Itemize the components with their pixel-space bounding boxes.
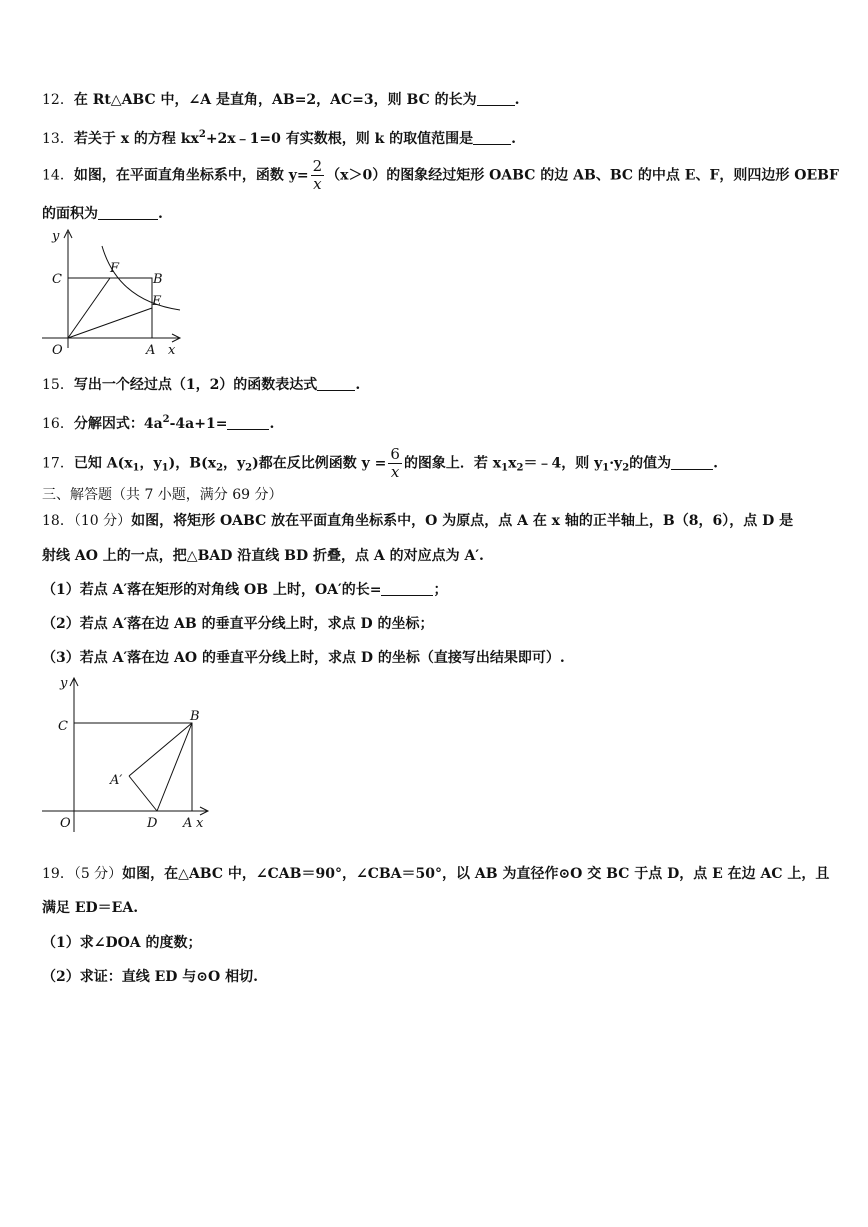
label-y: y (52, 229, 60, 244)
label-o: O (52, 343, 63, 358)
question-19-cont: 满足 ED＝EA. (42, 900, 139, 916)
question-14: 14．如图，在平面直角坐标系中，函数 y= $\frac{2}{x}$ （x＞0）的图象经过矩形 OABC 的边 AB、BC 的中点 E、F，则四边形 OEBF (42, 157, 839, 193)
figure-rectangle-hyperbola (40, 226, 190, 362)
question-18-part1: （1）若点 A′落在矩形的对角线 OB 上时，OA′的长= ； (42, 582, 448, 598)
question-17: 17．已知 $A(x_1$，$y_1$)，$B(x_2$，$y_2$)都在反比例函数 y = $\frac{6}{x}$ 的图象上．若 $x_1x_2=﹣4$，则 $y_1\cdot y_2$的值为 . (42, 445, 719, 481)
label-d: D (147, 816, 158, 831)
question-number: 14． (42, 167, 74, 184)
answer-blank[interactable] (477, 91, 515, 106)
fraction: $\frac{6}{x}$ (390, 445, 400, 481)
question-number: 17． (42, 455, 74, 472)
figure-folded-rectangle (40, 672, 215, 837)
question-19-part2: （2）求证：直线 ED 与⊙O 相切. (42, 969, 258, 985)
question-18-cont: 射线 AO 上的一点，把△BAD 沿直线 BD 折叠，点 A 的对应点为 A′. (42, 548, 484, 564)
answer-blank[interactable] (381, 581, 433, 596)
question-number: 12． (42, 92, 74, 108)
answer-blank[interactable] (317, 376, 355, 391)
question-text: 在 Rt△ABC 中，∠A 是直角，AB=2，AC=3，则 BC 的长为 (73, 92, 477, 108)
question-number: 18．（10 分） (42, 513, 132, 529)
question-number: 19．（5 分） (42, 866, 123, 882)
label-c: C (58, 719, 68, 734)
segment-a-prime-d (129, 776, 157, 811)
label-b: B (190, 709, 200, 724)
segment-oe (68, 308, 152, 338)
question-16: 16．分解因式：$4a^2-4a+1=$ . (42, 414, 275, 432)
label-y: y (60, 676, 68, 691)
segment-bd (157, 723, 192, 811)
question-18-part3: （3）若点 A′落在边 AO 的垂直平分线上时，求点 D 的坐标（直接写出结果即可）. (42, 650, 565, 666)
answer-blank[interactable] (98, 205, 158, 220)
rectangle-oabc (68, 278, 152, 338)
label-x: x (196, 816, 204, 831)
fraction: $\frac{2}{x}$ (312, 157, 323, 193)
question-18-part2: （2）若点 A′落在边 AB 的垂直平分线上时，求点 D 的坐标； (42, 616, 434, 632)
question-12: 12．在 Rt△ABC 中，∠A 是直角，AB=2，AC=3，则 BC 的长为 . (42, 92, 520, 108)
section-heading: 三、解答题（共 7 小题，满分 69 分） (42, 487, 283, 503)
label-o: O (60, 816, 71, 831)
label-b: B (153, 272, 163, 287)
question-number: 16． (42, 416, 74, 432)
question-19: 19．（5 分）如图，在△ABC 中，∠CAB＝90°，∠CBA＝50°，以 AB 为直径作⊙O 交 BC 于点 D，点 E 在边 AC 上，且 (42, 866, 830, 882)
question-18: 18．（10 分）如图，将矩形 OABC 放在平面直角坐标系中，O 为原点，点 A 在 x 轴的正半轴上，B（8，6），点 D 是 (42, 513, 794, 529)
label-a: A (183, 816, 193, 831)
question-number: 13． (42, 131, 74, 147)
label-a-prime: A′ (110, 773, 123, 788)
label-f: F (110, 261, 120, 276)
answer-blank[interactable] (671, 455, 713, 470)
segment-ba-prime (129, 723, 192, 776)
label-a: A (146, 343, 156, 358)
answer-blank[interactable] (473, 130, 511, 145)
label-x: x (168, 343, 176, 358)
question-14-cont: 的面积为 . (42, 206, 163, 222)
label-e: E (152, 294, 162, 309)
question-19-part1: （1）求∠DOA 的度数； (42, 935, 202, 951)
question-number: 15． (42, 377, 74, 393)
segment-of (68, 278, 110, 338)
question-15: 15．写出一个经过点（1，2）的函数表达式 . (42, 377, 361, 393)
answer-blank[interactable] (227, 415, 269, 430)
label-c: C (52, 272, 62, 287)
question-13: 13．若关于 x 的方程 $kx^2+2x﹣1=0$ 有实数根，则 k 的取值范围是 . (42, 129, 517, 147)
